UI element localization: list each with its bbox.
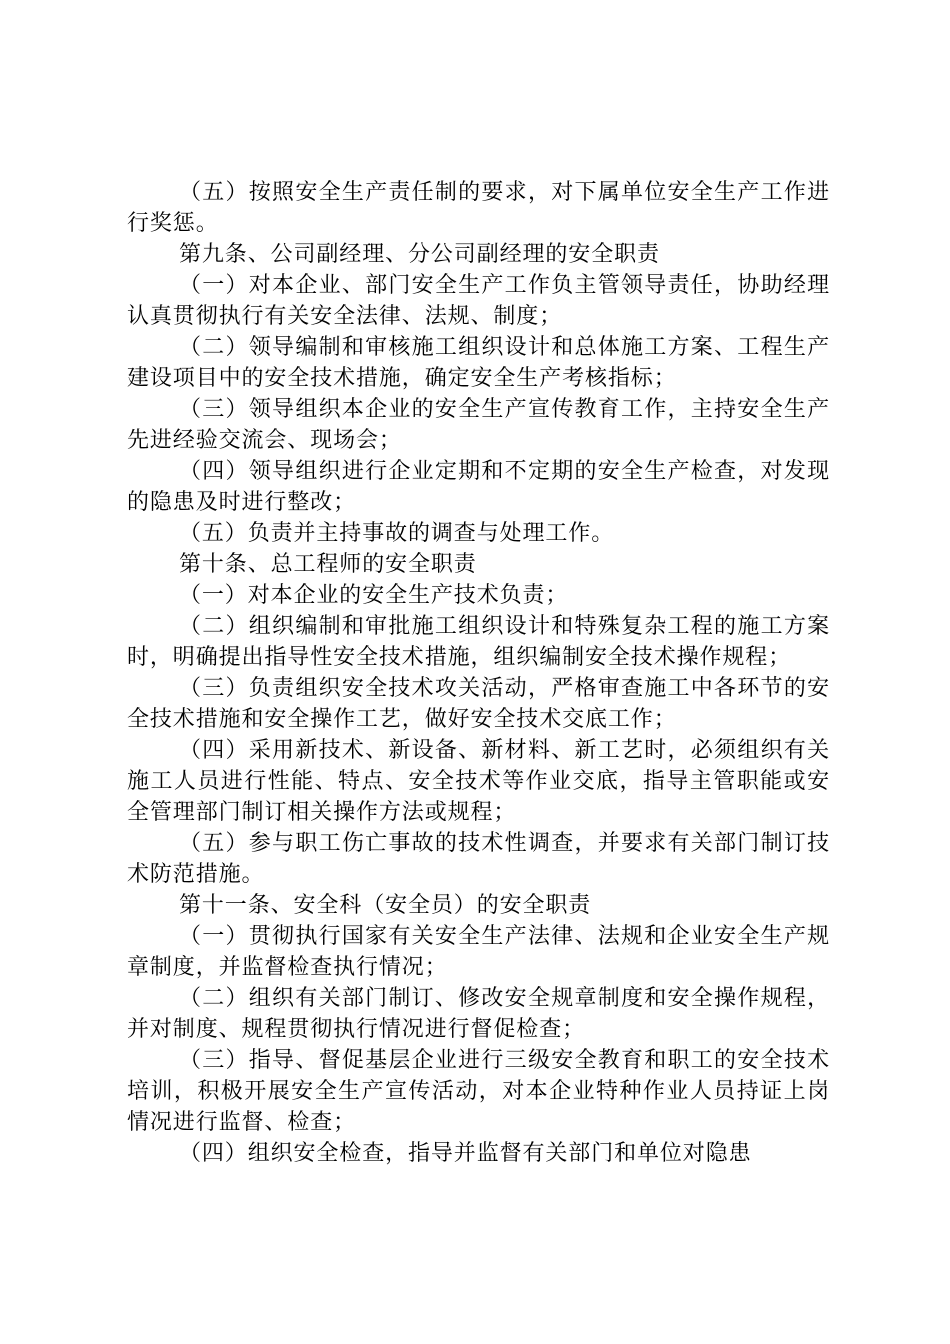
paragraph: （三）领导组织本企业的安全生产宣传教育工作，主持安全生产先进经验交流会、现场会； bbox=[127, 397, 830, 453]
paragraph: （五）负责并主持事故的调查与处理工作。 bbox=[179, 521, 615, 546]
article-heading: 第十条、总工程师的安全职责 bbox=[179, 552, 477, 577]
paragraph: （四）采用新技术、新设备、新材料、新工艺时，必须组织有关施工人员进行性能、特点、安全技术等作业交底，指导主管职能或安全管理部门制订相关操作方法或规程； bbox=[127, 738, 830, 825]
article-heading: 第十一条、安全科（安全员）的安全职责 bbox=[179, 893, 592, 918]
paragraph: （五）参与职工伤亡事故的技术性调查，并要求有关部门制订技术防范措施。 bbox=[127, 831, 830, 887]
paragraph: （三）指导、督促基层企业进行三级安全教育和职工的安全技术培训，积极开展安全生产宣传活动，对本企业特种作业人员持证上岗情况进行监督、检查； bbox=[127, 1048, 830, 1135]
paragraph: （五）按照安全生产责任制的要求，对下属单位安全生产工作进行奖惩。 bbox=[127, 180, 830, 236]
paragraph: （二）组织有关部门制订、修改安全规章制度和安全操作规程，并对制度、规程贯彻执行情况进行督促检查； bbox=[127, 986, 830, 1042]
document-page bbox=[127, 177, 830, 1169]
paragraph: （二）领导编制和审核施工组织设计和总体施工方案、工程生产建设项目中的安全技术措施，确定安全生产考核指标； bbox=[127, 335, 830, 391]
paragraph: （一）对本企业、部门安全生产工作负主管领导责任，协助经理认真贯彻执行有关安全法律、法规、制度； bbox=[127, 273, 830, 329]
article-heading: 第九条、公司副经理、分公司副经理的安全职责 bbox=[179, 242, 660, 267]
paragraph: （一）贯彻执行国家有关安全生产法律、法规和企业安全生产规章制度，并监督检查执行情况； bbox=[127, 924, 830, 980]
paragraph: （四）领导组织进行企业定期和不定期的安全生产检查，对发现的隐患及时进行整改； bbox=[127, 459, 830, 515]
paragraph: （四）组织安全检查，指导并监督有关部门和单位对隐患 bbox=[179, 1141, 752, 1166]
paragraph: （三）负责组织安全技术攻关活动，严格审查施工中各环节的安全技术措施和安全操作工艺，做好安全技术交底工作； bbox=[127, 676, 830, 732]
paragraph: （一）对本企业的安全生产技术负责； bbox=[179, 583, 569, 608]
paragraph: （二）组织编制和审批施工组织设计和特殊复杂工程的施工方案时，明确提出指导性安全技术措施，组织编制安全技术操作规程； bbox=[127, 614, 830, 670]
